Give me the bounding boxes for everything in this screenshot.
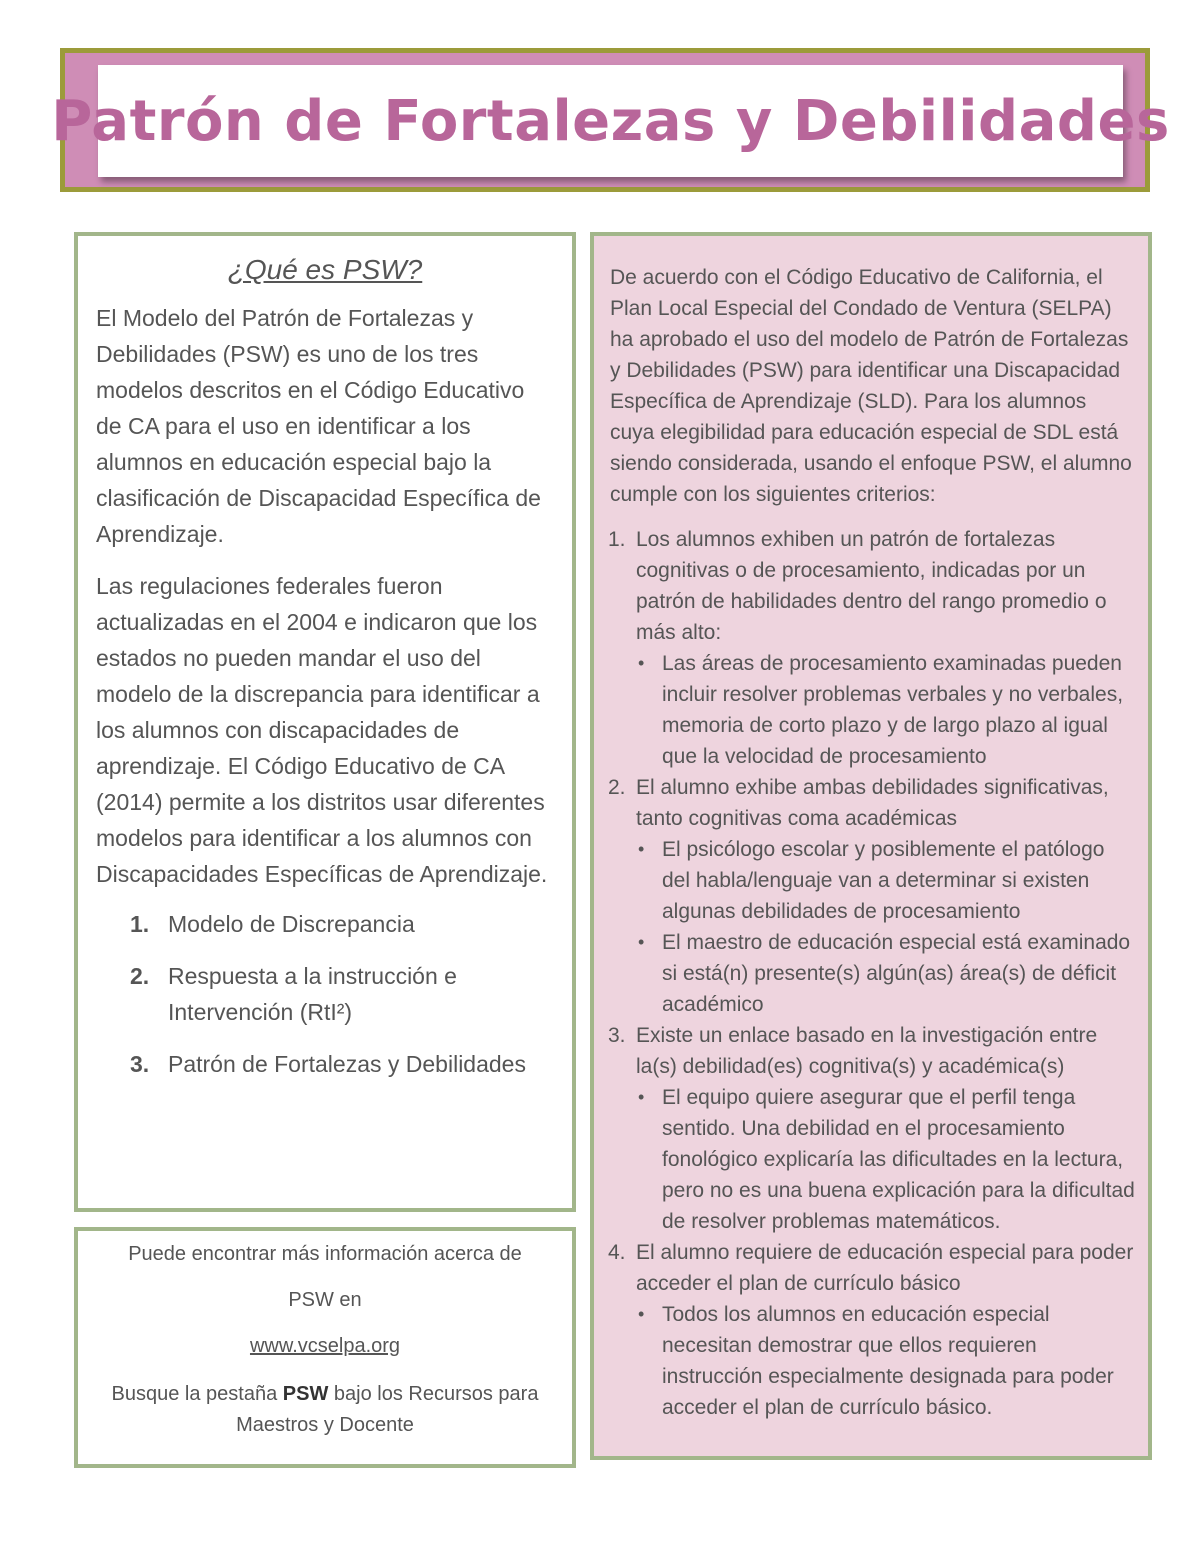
title-banner — [51, 48, 1170, 192]
sub-item-text: El psicólogo escolar y posiblemente el patólogo del habla/lenguaje van a determinar si existen algunas debilidades de procesamiento — [662, 838, 1105, 923]
list-item — [130, 1046, 572, 1082]
more-info-psw-line: PSW en — [288, 1289, 362, 1311]
list-item — [638, 648, 1138, 772]
sub-item-text: El equipo quiere asegurar que el perfil tenga sentido. Una debilidad en el procesamiento fonológico explicaría las dificultades en la lectura, pero no es una buena explicación para la dificultad de resolver problemas matemáticos. — [662, 1086, 1135, 1233]
instruction-text: Busque la pestaña — [111, 1383, 283, 1405]
more-info-box — [74, 1227, 576, 1468]
page-title: Patrón de Fortalezas y Debilidades — [51, 88, 1170, 154]
bullet-icon: • — [638, 1087, 645, 1107]
bullet-icon: • — [638, 653, 645, 673]
list-number: 2. — [130, 963, 150, 989]
criterion-text: El alumno requiere de educación especial para poder acceder el plan de currículo básico — [636, 1241, 1134, 1295]
list-item-label: Respuesta a la instrucción e Intervención (RtI²) — [168, 963, 457, 1025]
sub-item-text: El maestro de educación especial está examinado si está(n) presente(s) algún(as) área(s) de déficit académico — [662, 931, 1131, 1016]
criterion-text: El alumno exhibe ambas debilidades significativas, tanto cognitivas coma académicas — [636, 776, 1109, 830]
criterion-text: Existe un enlace basado en la investigación entre la(s) debilidad(es) cognitiva(s) y académica(s) — [636, 1024, 1098, 1078]
federal-regulations-text: Las regulaciones federales fueron actualizadas en el 2004 e indicaron que los estados no pueden mandar el uso del modelo de la discrepancia para identificar a los alumnos con discapacidades de aprendizaje. El Código Educativo de CA (2014) permite a los distritos usar diferentes modelos para identificar a los alumnos con Discapacidades Específicas de Aprendizaje. — [96, 573, 548, 887]
list-item — [638, 834, 1138, 927]
list-number: 1. — [130, 911, 150, 937]
psw-tab-name: PSW — [282, 1383, 329, 1405]
more-info-line: Puede encontrar más información acerca de — [128, 1243, 522, 1265]
list-number: 3. — [130, 1051, 150, 1077]
list-item — [130, 958, 572, 1030]
sub-list — [636, 1082, 1138, 1237]
title-box — [51, 65, 1170, 177]
sub-item-text: Todos los alumnos en educación especial necesitan demostrar que ellos requieren instrucción especialmente designada para poder acceder el plan de currículo básico. — [662, 1303, 1114, 1419]
criteria-list — [594, 524, 1148, 1423]
psw-tab-instruction — [108, 1379, 542, 1441]
list-item — [608, 1020, 1138, 1237]
list-number: 4. — [608, 1241, 626, 1264]
list-item-label: Patrón de Fortalezas y Debilidades — [168, 1051, 526, 1077]
list-item — [608, 1237, 1138, 1423]
bullet-icon: • — [638, 932, 645, 952]
list-item — [608, 772, 1138, 1020]
list-item — [638, 927, 1138, 1020]
psw-description: El Modelo del Patrón de Fortalezas y Debilidades (PSW) es uno de los tres modelos descritos en el Código Educativo de CA para el uso en identificar a los alumnos en educación especial bajo la clasificación de Discapacidad Específica de Aprendizaje. — [96, 305, 541, 547]
bullet-icon: • — [638, 839, 645, 859]
list-item — [130, 906, 572, 942]
what-is-psw-heading: ¿Qué es PSW? — [227, 254, 423, 285]
bullet-icon: • — [638, 1304, 645, 1324]
list-number: 2. — [608, 776, 626, 799]
list-number: 3. — [608, 1024, 626, 1047]
criteria-box — [590, 232, 1152, 1460]
sub-list — [636, 648, 1138, 772]
sub-list — [636, 1299, 1138, 1423]
list-item — [638, 1082, 1138, 1237]
criterion-text: Los alumnos exhiben un patrón de fortalezas cognitivas o de procesamiento, indicadas por un patrón de habilidades dentro del rango promedio o más alto: — [636, 528, 1107, 644]
what-is-psw-box — [74, 232, 576, 1212]
models-list — [78, 906, 572, 1082]
website-link[interactable]: www.vcselpa.org — [249, 1335, 401, 1357]
list-item-label: Modelo de Discrepancia — [168, 911, 415, 937]
sub-list — [636, 834, 1138, 1020]
list-item — [638, 1299, 1138, 1423]
list-number: 1. — [608, 528, 626, 551]
criteria-intro: De acuerdo con el Código Educativo de California, el Plan Local Especial del Condado de Ventura (SELPA) ha aprobado el uso del modelo de Patrón de Fortalezas y Debilidades (PSW) para identificar una Discapacidad Específica de Aprendizaje (SLD). Para los alumnos cuya elegibilidad para educación especial de SDL está siendo considerada, usando el enfoque PSW, el alumno cumple con los siguientes criterios: — [610, 266, 1132, 506]
instruction-text: bajo los Recursos para Maestros y Docente — [236, 1383, 539, 1436]
list-item — [608, 524, 1138, 772]
sub-item-text: Las áreas de procesamiento examinadas pueden incluir resolver problemas verbales y no verbales, memoria de corto plazo y de largo plazo al igual que la velocidad de procesamiento — [662, 652, 1124, 768]
